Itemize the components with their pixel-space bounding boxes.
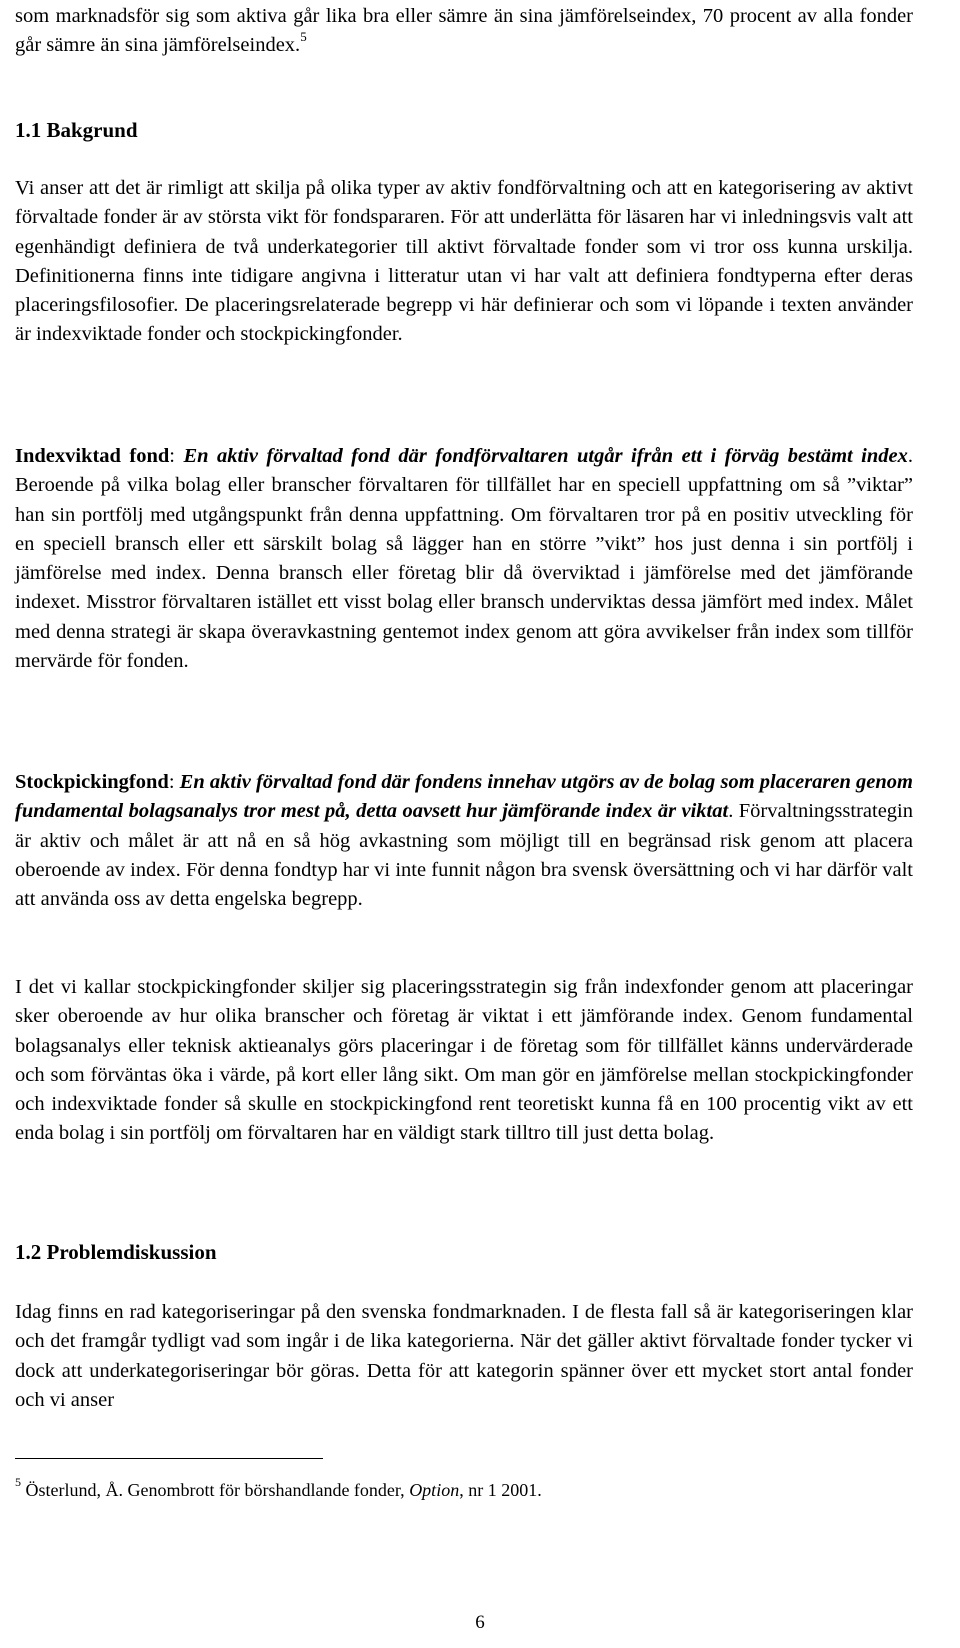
footnote-separator	[15, 1458, 323, 1459]
footnote	[15, 1475, 913, 1502]
indexviktad-definition: En aktiv förvaltad fond där fondförvaltaren utgår ifrån ett i förväg bestämt index	[183, 445, 908, 467]
stockpicking-definition: En aktiv förvaltad fond där fondens innehav utgörs av de bolag som placeraren genom fundamental bolagsanalys tror mest på, detta oavsett hur jämförande index är viktat	[15, 771, 913, 823]
indexviktad-colon: :	[169, 445, 184, 467]
section-heading-bakgrund: 1.1 Bakgrund	[15, 118, 138, 142]
stockpicking-term: Stockpickingfond	[15, 771, 169, 793]
bakgrund-paragraph: Vi anser att det är rimligt att skilja på olika typer av aktiv fondförvaltning och att en kategorisering av aktivt förvaltade fonder är av största vikt för fondspararen. För att underlätta för läsaren har vi inledningsvis valt att egenhändigt definiera de två underkategorier till aktivt förvaltade fonder som vi tror oss kunna urskilja. Definitionerna finns inte tidigare angivna i litteratur utan vi har valt att definiera fondtyperna efter deras placeringsfilosofier. De placeringsrelaterade begrepp vi här definierar och som vi löpande i texten använder är indexviktade fonder och stockpickingfonder.	[15, 177, 913, 346]
footnote-text: Österlund, Å. Genombrott för börshandlande fonder,	[21, 1480, 410, 1500]
stockpicking-comparison-paragraph: I det vi kallar stockpickingfonder skiljer sig placeringsstrategin sig från indexfonder genom att placeringar sker oberoende av hur olika branscher och företag är viktat i ett jämförande index. Genom fundamental bolagsanalys eller teknisk aktieanalys görs placeringar i de företag som för tillfället känns undervärderade och som förväntas öka i värde, på kort eller lång sikt. Om man gör en jämförelse mellan stockpickingfonder och indexviktade fonder så skulle en stockpickingfond rent teoretiskt kunna få en 100 procentig vikt av ett enda bolag i sin portfölj om förvaltaren har en väldigt stark tilltro till just detta bolag.	[15, 976, 913, 1145]
footnote-source-title: Option	[409, 1480, 460, 1500]
problemdiskussion-paragraph: Idag finns en rad kategoriseringar på den svenska fondmarknaden. I de flesta fall så är kategoriseringen klar och det framgår tydligt vad som ingår i de lika kategorierna. När det gäller aktivt förvaltade fonder tycker vi dock att underkategoriseringar bör göras. Detta för att kategorin spänner över ett mycket stort antal fonder och vi anser	[15, 1301, 913, 1411]
section-heading-problemdiskussion: 1.2 Problemdiskussion	[15, 1240, 217, 1264]
stockpicking-colon: :	[168, 771, 180, 793]
footnote-issue: , nr 1 2001.	[459, 1480, 542, 1500]
footnote-number: 5	[15, 1475, 21, 1489]
stockpicking-definition-paragraph	[15, 768, 913, 914]
stockpicking-explanation: . Förvaltningsstrategin är aktiv och målet är att nå en så hög avkastning som möjligt till en begränsad risk genom att placera oberoende av index. För denna fondtyp har vi inte funnit någon bra svensk översättning och vi har därför valt att använda oss av detta engelska begrepp.	[15, 800, 913, 911]
indexviktad-explanation: . Beroende på vilka bolag eller branscher förvaltaren för tillfället har en speciell uppfattning om så ”viktar” han sin portfölj med utgångspunkt från denna uppfattning. Om förvaltaren tror på en positiv utveckling för en speciell bransch eller ett särskilt bolag så lägger han en större ”vikt” hos just denna i sin portfölj i jämförelse med index. Denna bransch eller företag blir då överviktad i jämförelse med det jämförande indexet. Misstror förvaltaren istället ett visst bolag eller bransch underviktas dessa jämfört med index. Målet med denna strategi är skapa överavkastning gentemot index genom att göra avvikelser från index som tillför mervärde för fonden.	[15, 445, 913, 673]
footnote-reference: 5	[300, 29, 307, 45]
intro-paragraph	[15, 2, 913, 61]
indexviktad-definition-paragraph	[15, 442, 913, 676]
indexviktad-term: Indexviktad fond	[15, 445, 170, 467]
page-number: 6	[475, 1612, 485, 1633]
intro-text: som marknadsför sig som aktiva går lika bra eller sämre än sina jämförelseindex, 70 procent av alla fonder går sämre än sina jämförelseindex.	[15, 5, 913, 57]
